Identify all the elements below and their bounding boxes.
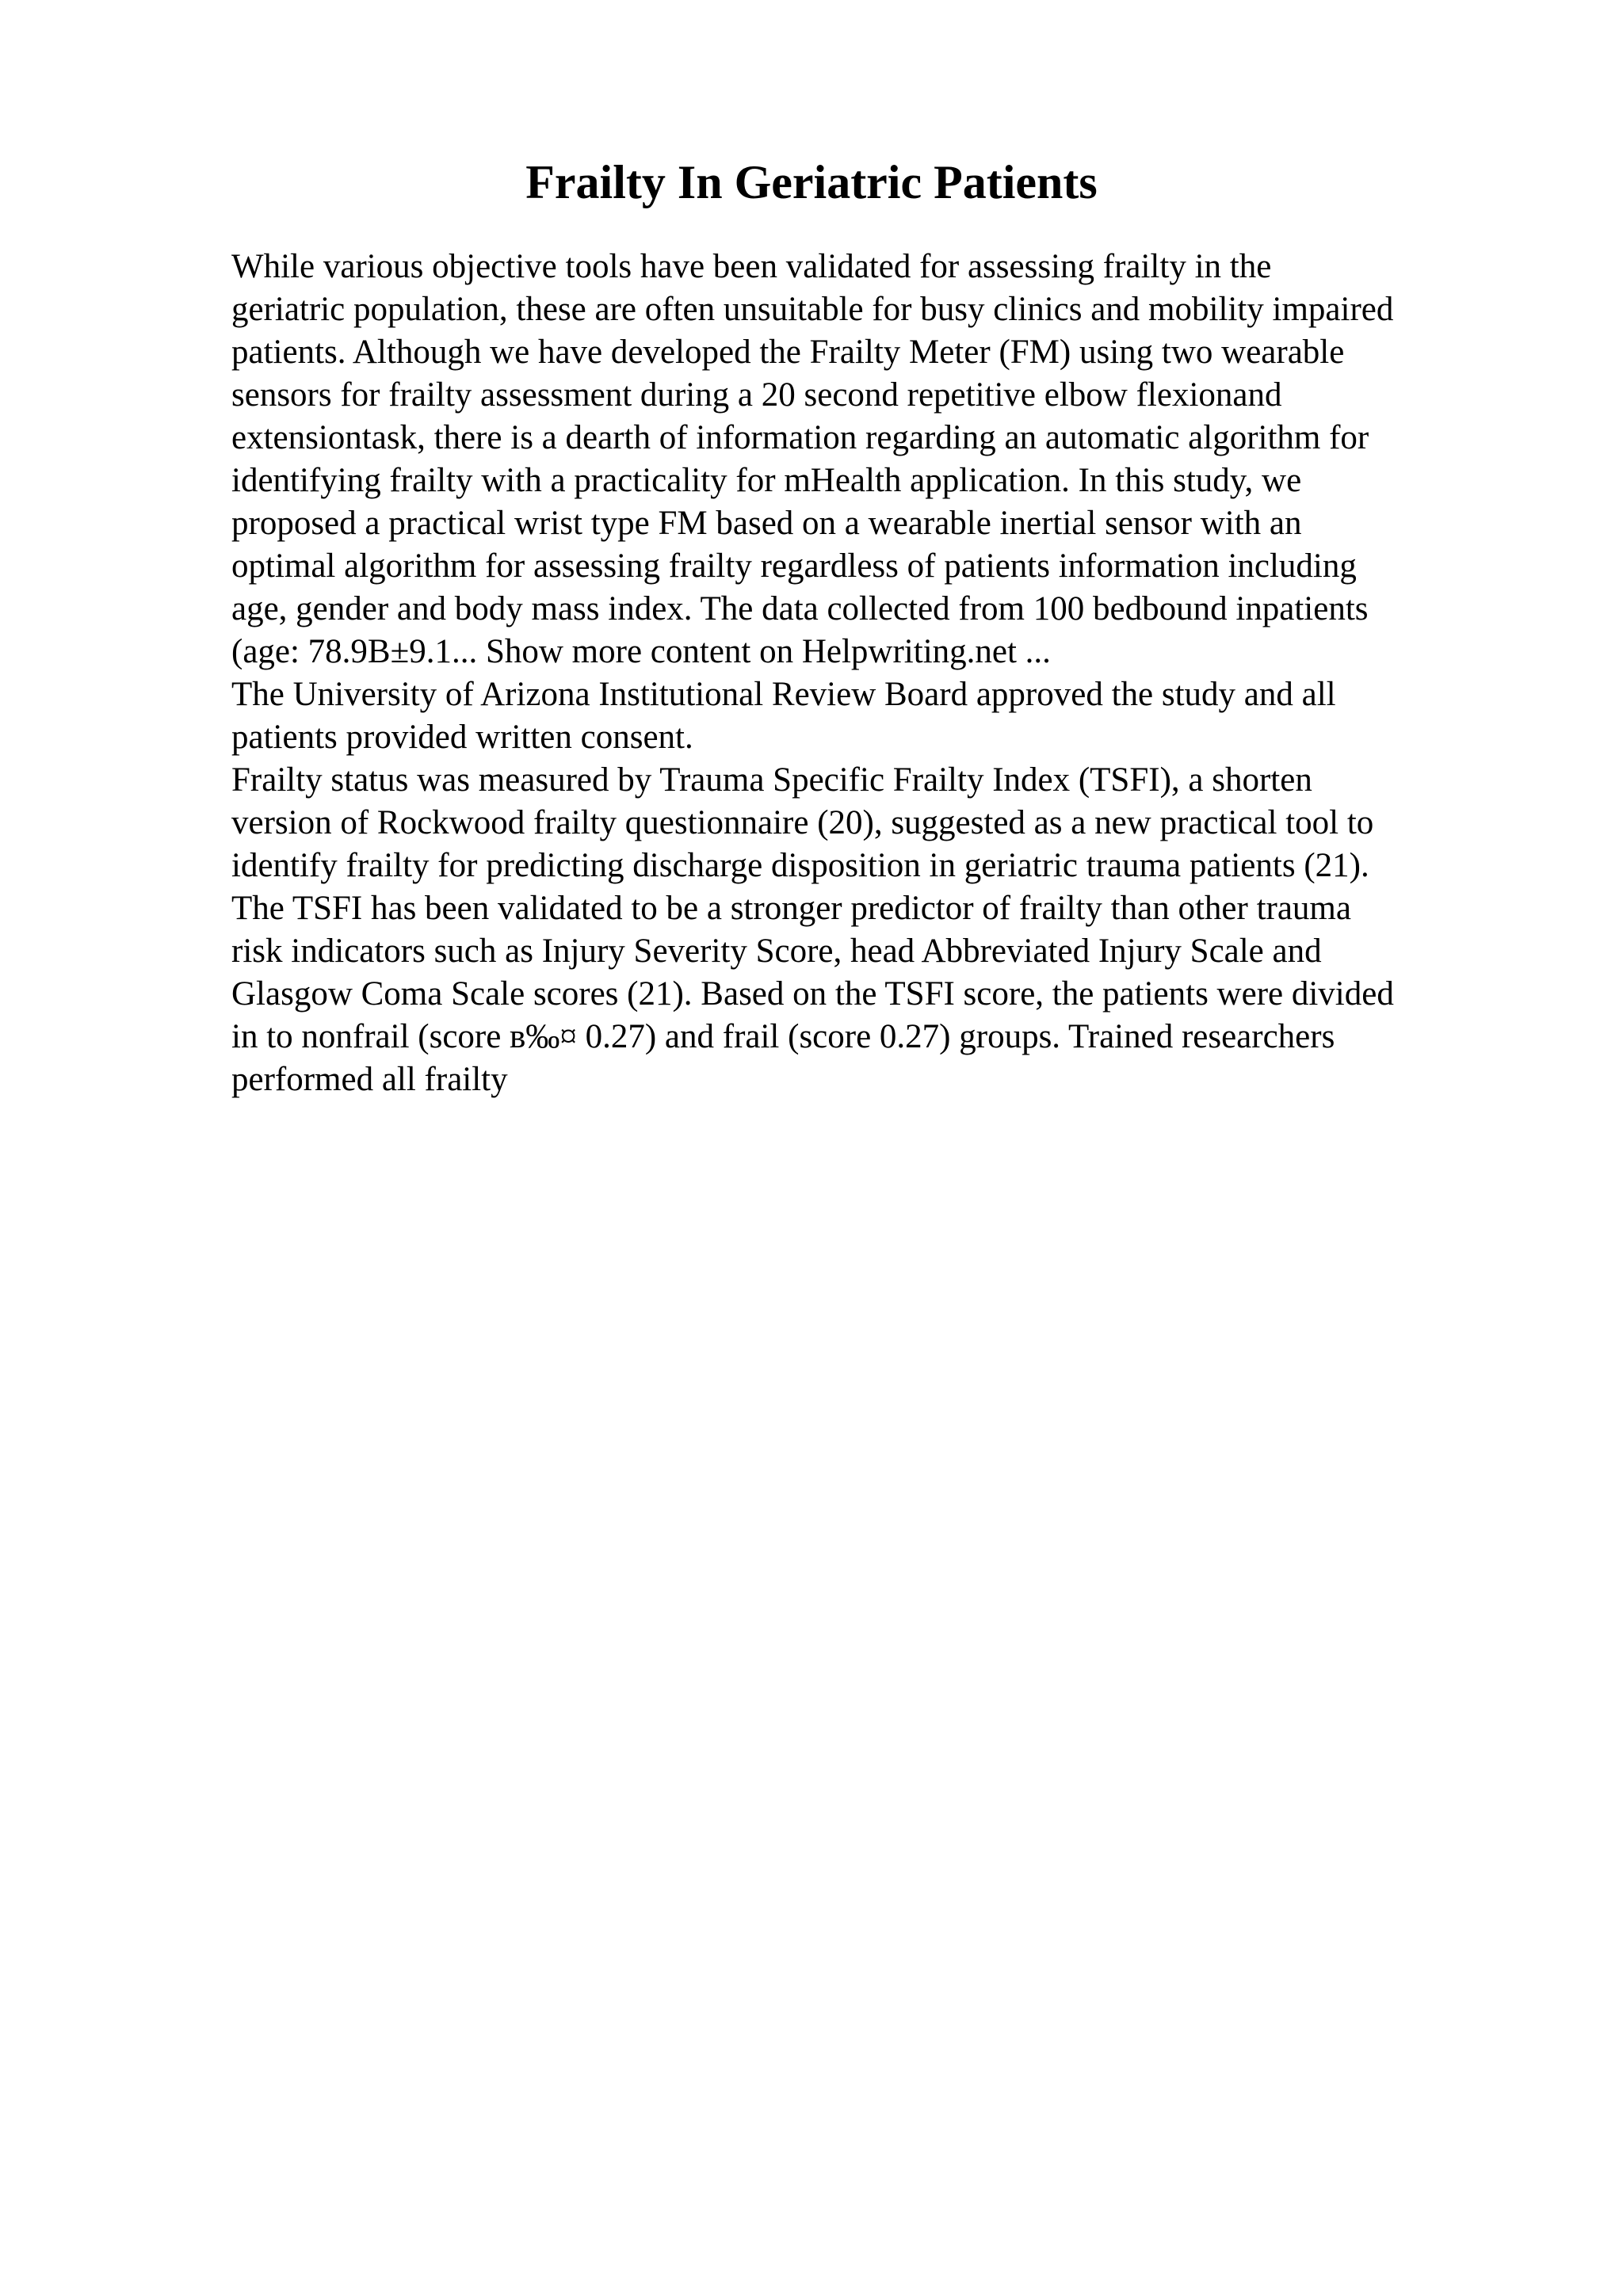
text-line: patients provided written consent. xyxy=(231,719,693,756)
document-title: Frailty In Geriatric Patients xyxy=(525,156,1098,208)
text-line: sensors for frailty assessment during a 20 second repetitive elbow flexionand xyxy=(231,376,1282,414)
paragraph-consent xyxy=(231,673,1507,759)
text-line: optimal algorithm for assessing frailty regardless of patients information including xyxy=(231,547,1357,585)
text-line: performed all frailty xyxy=(231,1061,508,1098)
text-line: identifying frailty with a practicality for mHealth application. In this study, we xyxy=(231,462,1302,499)
text-line: in to nonfrail (score в‰¤ 0.27) and frail (score 0.27) groups. Trained researchers xyxy=(231,1018,1335,1055)
text-line: identify frailty for predicting discharge disposition in geriatric trauma patients (21). xyxy=(231,847,1369,884)
text-line: While various objective tools have been validated for assessing frailty in the xyxy=(231,248,1272,285)
text-line: age, gender and body mass index. The data collected from 100 bedbound inpatients xyxy=(231,590,1369,627)
text-line: risk indicators such as Injury Severity Score, head Abbreviated Injury Scale and xyxy=(231,933,1322,970)
text-line: Glasgow Coma Scale scores (21). Based on the TSFI score, the patients were divided xyxy=(231,975,1394,1013)
text-line: version of Rockwood frailty questionnaire (20), suggested as a new practical tool to xyxy=(231,804,1374,841)
text-line: proposed a practical wrist type FM based on a wearable inertial sensor with an xyxy=(231,505,1302,542)
text-line: The TSFI has been validated to be a stronger predictor of frailty than other trauma xyxy=(231,890,1351,927)
text-line: geriatric population, these are often unsuitable for busy clinics and mobility impaired xyxy=(231,291,1394,328)
document-body xyxy=(231,246,1507,1101)
paragraph-abstract xyxy=(231,246,1507,673)
text-line: extensiontask, there is a dearth of information regarding an automatic algorithm for xyxy=(231,419,1369,456)
text-line: Frailty status was measured by Trauma Specific Frailty Index (TSFI), a shorten xyxy=(231,761,1312,799)
text-line: (age: 78.9В±9.1... Show more content on Helpwriting.net ... xyxy=(231,633,1051,670)
text-line: The University of Arizona Institutional Review Board approved the study and all xyxy=(231,676,1336,713)
paragraph-methods xyxy=(231,759,1507,1101)
text-line: patients. Although we have developed the Frailty Meter (FM) using two wearable xyxy=(231,334,1345,371)
